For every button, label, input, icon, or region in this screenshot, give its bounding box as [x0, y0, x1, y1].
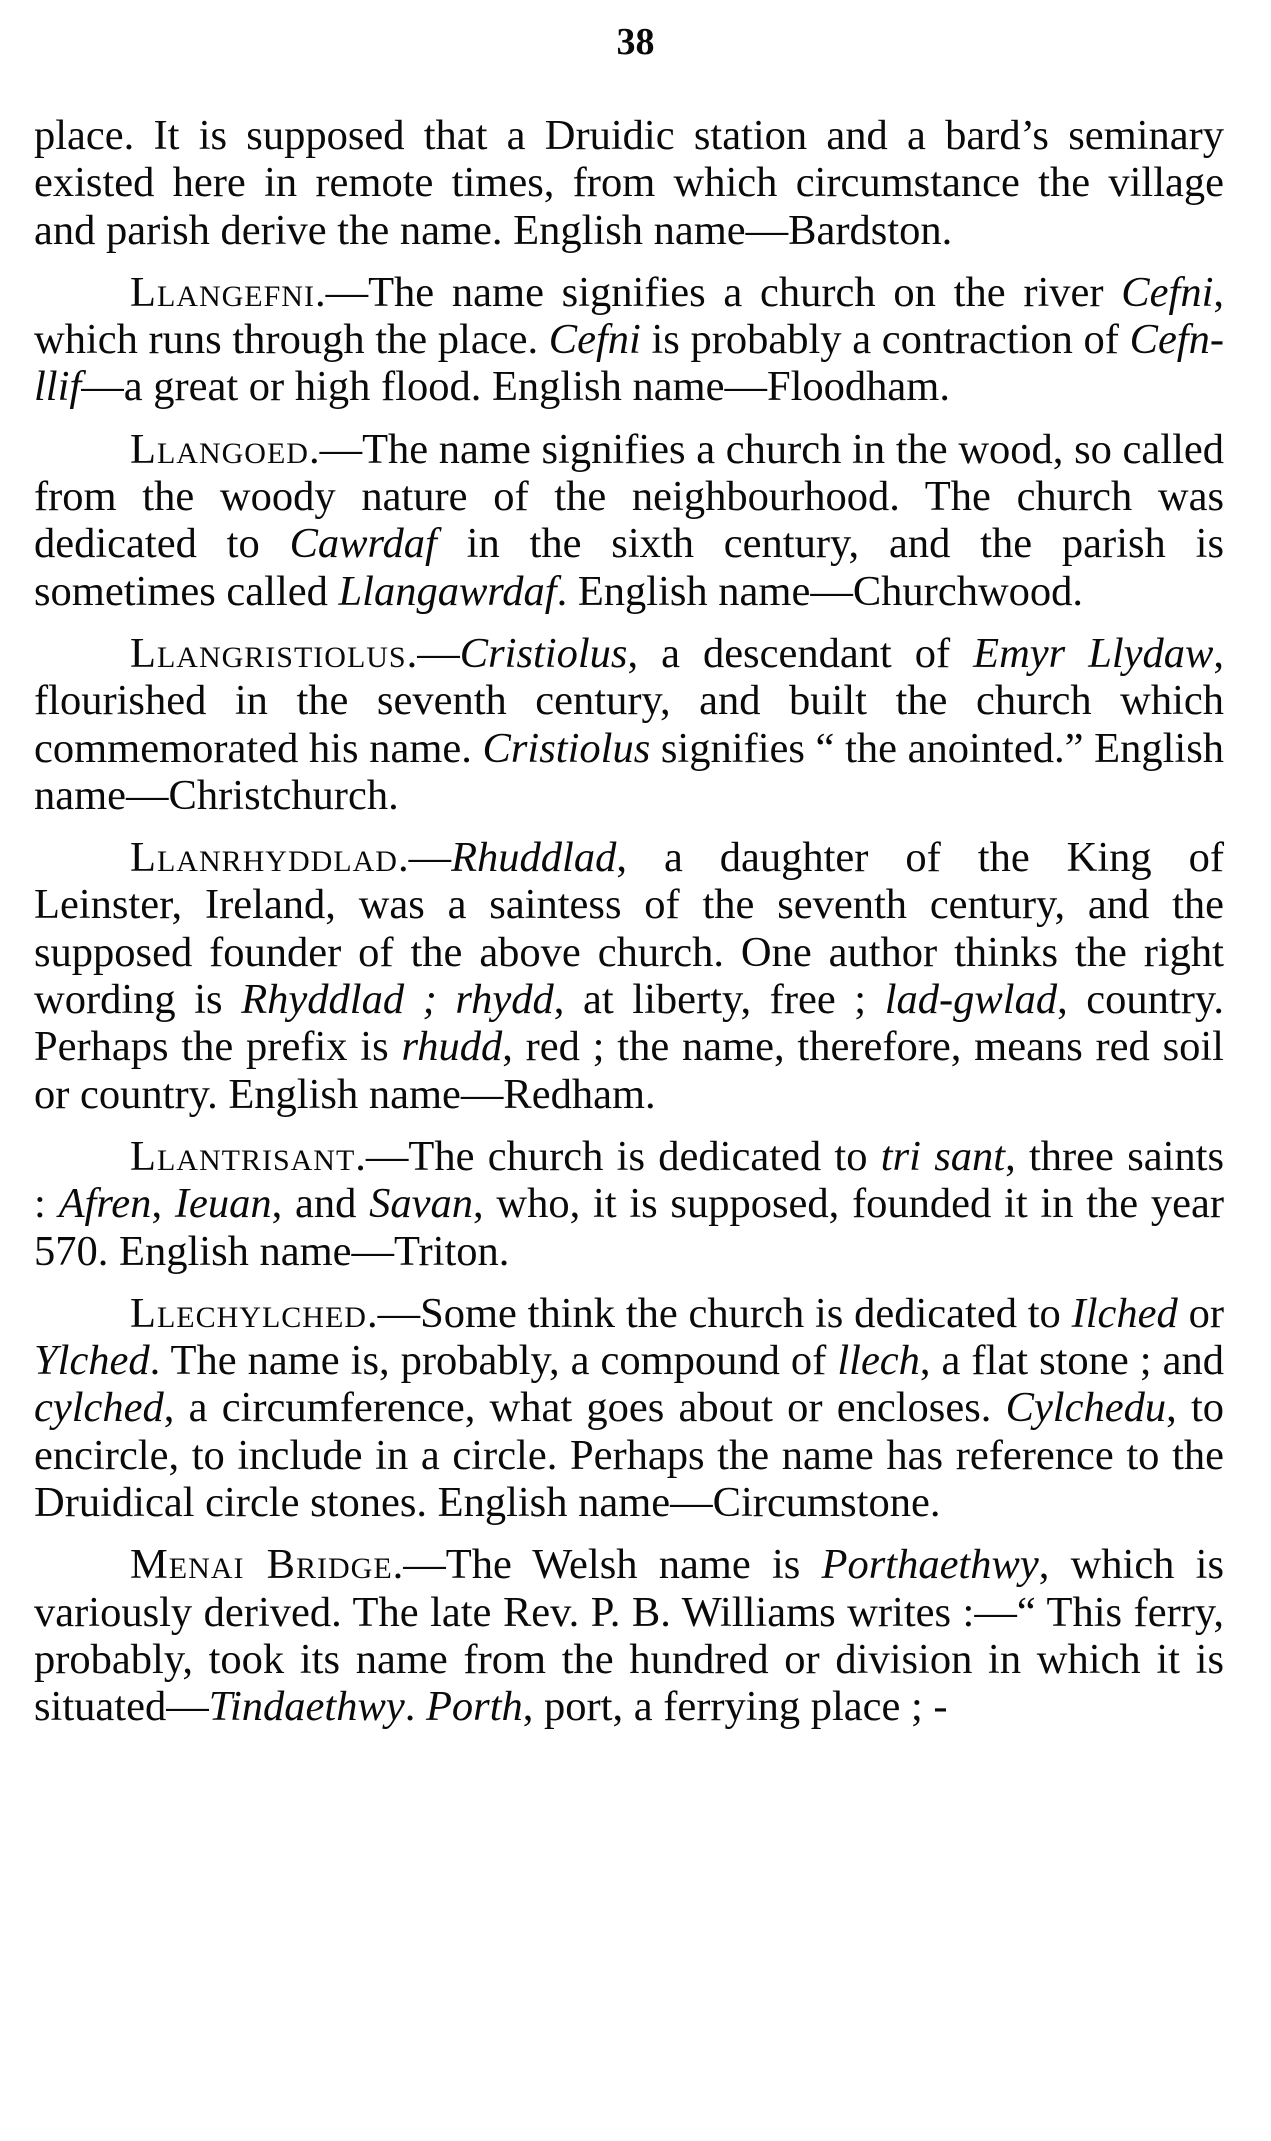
- text-run: signifies “ the anointed.” English name—Christchurch.: [34, 724, 1224, 819]
- text-run: , which runs through the place.: [34, 268, 1224, 364]
- text-run: , flourished in the seventh century, and built the church which commemorated his name.: [34, 629, 1224, 772]
- text-run: ,: [151, 1180, 175, 1228]
- italic-term: Cefni: [1121, 268, 1214, 316]
- italic-term: Emyr Llydaw: [973, 629, 1214, 677]
- text-run: , port, a ferrying place ; -: [522, 1683, 948, 1731]
- entry-menai-bridge: [34, 1541, 1224, 1730]
- text-run: , a circumference, what goes about or encloses.: [163, 1384, 1006, 1432]
- text-run: , a flat stone ; and: [919, 1337, 1224, 1385]
- text-run: , which is variously derived. The late Rev. P. B. Williams writes :—“ This ferry, probably, took its name from the hundred or division in which it is situated—: [34, 1541, 1224, 1731]
- italic-term: cylched: [34, 1384, 164, 1432]
- text-run: —a great or high flood. English name—Floodham.: [81, 363, 950, 411]
- text-run: .—: [406, 629, 460, 677]
- body-text: [34, 112, 1224, 1746]
- text-run: .—The name signifies a church on the river: [314, 268, 1122, 316]
- italic-term: Rhyddlad ; rhydd: [241, 976, 554, 1024]
- entry-heading: Llangoed: [130, 425, 309, 473]
- text-run: , three saints :: [34, 1132, 1224, 1228]
- italic-term: Cristiolus: [482, 724, 651, 772]
- italic-term: tri sant: [880, 1132, 1006, 1180]
- page-number: 38: [616, 21, 655, 63]
- text-run: in the sixth century, and the parish is sometimes called: [34, 520, 1224, 615]
- entry-llanrhyddlad: [34, 834, 1224, 1118]
- italic-term: Ilched: [1071, 1289, 1178, 1337]
- entry-heading: Llanrhyddlad: [130, 834, 398, 882]
- italic-term: Llangawrdaf: [338, 567, 557, 615]
- italic-term: Porthaethwy: [821, 1541, 1039, 1589]
- italic-term: Ieuan: [174, 1180, 272, 1228]
- italic-term: lad-gwlad: [884, 976, 1058, 1024]
- text-run: , who, it is supposed, founded it in the year 570. English name—Triton.: [34, 1180, 1225, 1275]
- text-run: or: [1177, 1289, 1224, 1337]
- italic-term: Rhuddlad: [451, 834, 617, 882]
- text-run: , a daughter of the King of Leinster, Ireland, was a saintess of the seventh century, and the supposed founder of the above church. One author thinks the right wording is: [34, 834, 1224, 1024]
- italic-term: rhudd: [401, 1023, 503, 1071]
- text-run: .—The church is dedicated to: [355, 1132, 881, 1180]
- text-run: .: [404, 1683, 426, 1731]
- italic-term: Ylched: [34, 1337, 150, 1385]
- italic-term: Porth: [425, 1683, 523, 1731]
- entry-heading: Llangefni: [130, 268, 315, 316]
- entry-heading: Llantrisant: [130, 1132, 356, 1180]
- italic-term: Afren: [58, 1180, 152, 1228]
- text-run: . English name—Churchwood.: [556, 567, 1084, 615]
- paragraph-continuation: [34, 112, 1224, 254]
- text-run: , and: [271, 1180, 370, 1228]
- text-run: , to encircle, to include in a circle. Perhaps the name has reference to the Druidical circle stones. English name—Circumstone.: [34, 1384, 1224, 1527]
- entry-llangristiolus: [34, 630, 1224, 819]
- entry-llangoed: [34, 426, 1224, 615]
- entry-llangefni: [34, 269, 1224, 411]
- italic-term: Cefn-llif: [34, 316, 1225, 411]
- entry-heading: Menai Bridge: [130, 1541, 393, 1589]
- italic-term: Cristiolus: [459, 629, 628, 677]
- text-run: .—The name signifies a church in the wood, so called from the woody nature of the neighbourhood. The church was dedicated to: [34, 425, 1224, 568]
- text-run: , country. Perhaps the prefix is: [34, 976, 1224, 1071]
- text-run: .—: [397, 834, 452, 882]
- text-run: , at liberty, free ;: [553, 976, 885, 1024]
- italic-term: llech: [837, 1337, 920, 1385]
- italic-term: Tindaethwy: [208, 1683, 405, 1731]
- italic-term: Savan: [369, 1180, 473, 1228]
- text-run: place. It is supposed that a Druidic station and a bard’s seminary existed here in remote times, from which circumstance the village and parish derive the name. English name—Bardston.: [34, 112, 1224, 254]
- text-run: .—Some think the church is dedicated to: [366, 1289, 1072, 1337]
- text-run: . The name is, probably, a compound of: [149, 1337, 838, 1385]
- text-run: , red ; the name, therefore, means red soil or country. English name—Redham.: [34, 1023, 1224, 1118]
- italic-term: Cylchedu: [1005, 1384, 1167, 1432]
- italic-term: Cefni: [548, 316, 641, 364]
- entry-llechylched: [34, 1290, 1224, 1526]
- entry-llantrisant: [34, 1133, 1224, 1275]
- entry-heading: Llangristiolus: [130, 629, 407, 677]
- italic-term: Cawrdaf: [289, 520, 437, 568]
- text-run: , a descendant of: [627, 629, 974, 677]
- text-run: is probably a contraction of: [640, 316, 1130, 364]
- entry-heading: Llechylched: [130, 1289, 367, 1337]
- text-run: .—The Welsh name is: [392, 1541, 822, 1589]
